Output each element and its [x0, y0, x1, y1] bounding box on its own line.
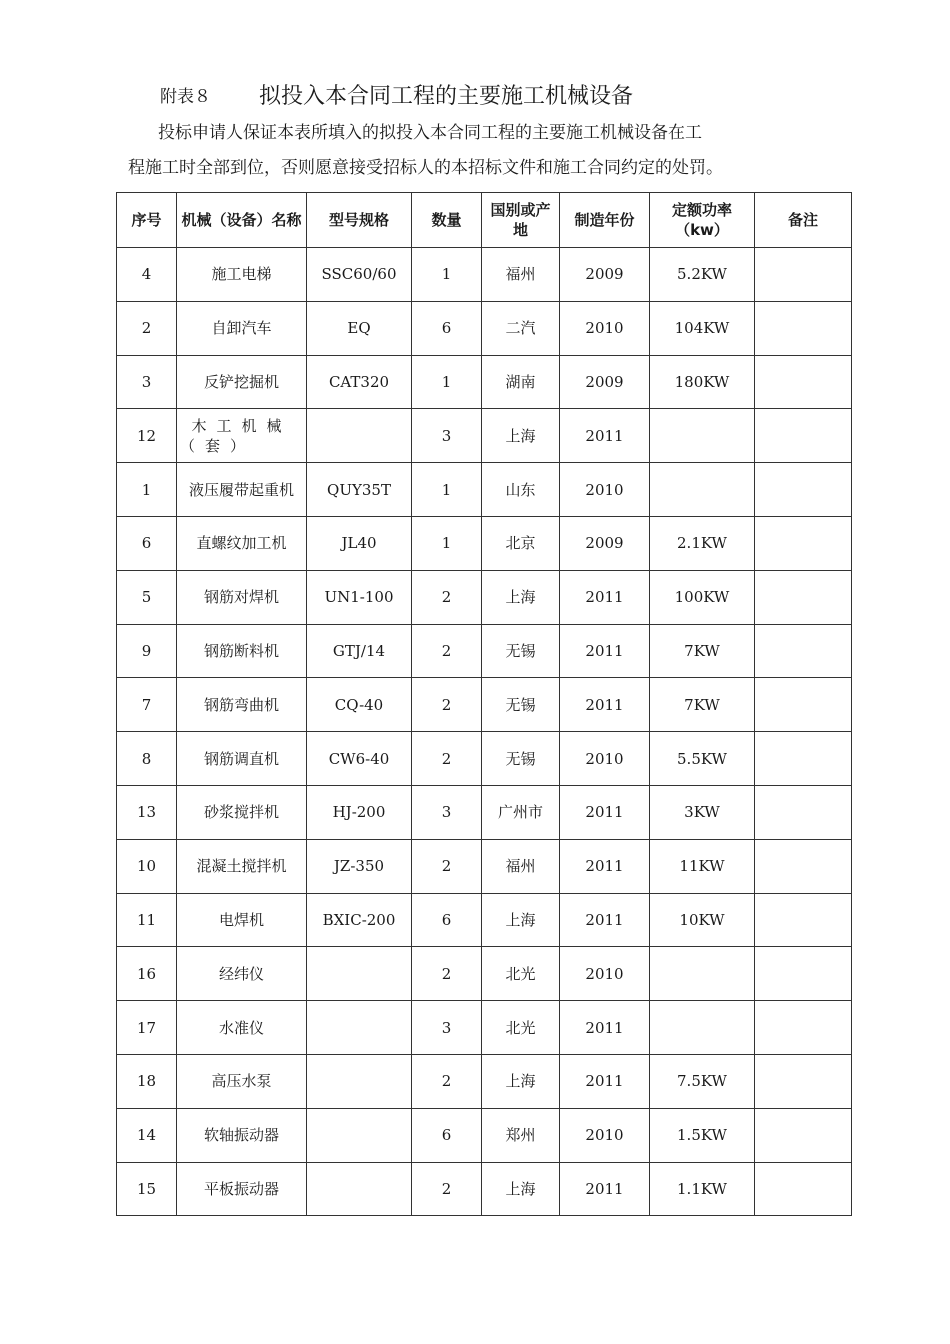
- table-row: [117, 463, 852, 517]
- cell-model: SSC60/60: [307, 248, 412, 302]
- cell-model: [307, 1108, 412, 1162]
- table-row: [117, 1001, 852, 1055]
- cell-year: 2010: [560, 463, 650, 517]
- table-row: [117, 785, 852, 839]
- cell-no: 3: [117, 355, 177, 409]
- cell-origin: 无锡: [482, 678, 560, 732]
- cell-year: 2011: [560, 1001, 650, 1055]
- cell-origin: 上海: [482, 1054, 560, 1108]
- cell-power: 10KW: [650, 893, 755, 947]
- cell-qty: 6: [412, 893, 482, 947]
- cell-no: 4: [117, 248, 177, 302]
- cell-power: 11KW: [650, 839, 755, 893]
- cell-model: GTJ/14: [307, 624, 412, 678]
- cell-qty: 3: [412, 1001, 482, 1055]
- cell-model: QUY35T: [307, 463, 412, 517]
- cell-year: 2010: [560, 732, 650, 786]
- cell-model: HJ-200: [307, 785, 412, 839]
- cell-power: 5.5KW: [650, 732, 755, 786]
- cell-power: [650, 463, 755, 517]
- cell-name: 木工机械（套）: [177, 409, 307, 463]
- cell-remark: [755, 732, 852, 786]
- cell-origin: 北光: [482, 947, 560, 1001]
- cell-qty: 2: [412, 1162, 482, 1216]
- cell-year: 2010: [560, 301, 650, 355]
- cell-remark: [755, 516, 852, 570]
- cell-qty: 2: [412, 570, 482, 624]
- cell-qty: 1: [412, 463, 482, 517]
- cell-no: 17: [117, 1001, 177, 1055]
- table-row: [117, 678, 852, 732]
- cell-origin: 上海: [482, 893, 560, 947]
- table-row: [117, 301, 852, 355]
- cell-power: 100KW: [650, 570, 755, 624]
- cell-name: 软轴振动器: [177, 1108, 307, 1162]
- table-row: [117, 248, 852, 302]
- cell-remark: [755, 1001, 852, 1055]
- cell-no: 11: [117, 893, 177, 947]
- cell-power: 3KW: [650, 785, 755, 839]
- cell-no: 6: [117, 516, 177, 570]
- cell-remark: [755, 624, 852, 678]
- cell-name: 电焊机: [177, 893, 307, 947]
- header-qty: 数量: [412, 193, 482, 248]
- cell-no: 8: [117, 732, 177, 786]
- cell-qty: 3: [412, 785, 482, 839]
- cell-qty: 2: [412, 624, 482, 678]
- cell-no: 7: [117, 678, 177, 732]
- cell-name: 钢筋调直机: [177, 732, 307, 786]
- cell-no: 2: [117, 301, 177, 355]
- cell-power: 7KW: [650, 678, 755, 732]
- cell-origin: 郑州: [482, 1108, 560, 1162]
- cell-remark: [755, 355, 852, 409]
- cell-name: 钢筋断料机: [177, 624, 307, 678]
- cell-year: 2011: [560, 785, 650, 839]
- cell-remark: [755, 409, 852, 463]
- cell-no: 16: [117, 947, 177, 1001]
- cell-power: 1.1KW: [650, 1162, 755, 1216]
- cell-no: 14: [117, 1108, 177, 1162]
- cell-name: 钢筋对焊机: [177, 570, 307, 624]
- intro-line-1: 投标申请人保证本表所填入的拟投入本合同工程的主要施工机械设备在工: [158, 123, 702, 143]
- table-header-row: [117, 193, 852, 248]
- cell-qty: 2: [412, 947, 482, 1001]
- cell-model: EQ: [307, 301, 412, 355]
- table-row: [117, 624, 852, 678]
- cell-remark: [755, 570, 852, 624]
- cell-remark: [755, 1108, 852, 1162]
- cell-model: [307, 1054, 412, 1108]
- equipment-table: [116, 192, 852, 1216]
- cell-origin: 上海: [482, 409, 560, 463]
- cell-no: 12: [117, 409, 177, 463]
- header-model: 型号规格: [307, 193, 412, 248]
- cell-remark: [755, 678, 852, 732]
- cell-year: 2011: [560, 678, 650, 732]
- cell-year: 2009: [560, 355, 650, 409]
- cell-year: 2011: [560, 1054, 650, 1108]
- intro-line-2: 程施工时全部到位，否则愿意接受招标人的本招标文件和施工合同约定的处罚。: [128, 158, 723, 178]
- cell-model: JL40: [307, 516, 412, 570]
- cell-model: CW6-40: [307, 732, 412, 786]
- table-row: [117, 1054, 852, 1108]
- cell-name: 液压履带起重机: [177, 463, 307, 517]
- cell-name: 平板振动器: [177, 1162, 307, 1216]
- cell-name: 施工电梯: [177, 248, 307, 302]
- cell-model: [307, 947, 412, 1001]
- table-row: [117, 839, 852, 893]
- cell-power: [650, 947, 755, 1001]
- table-row: [117, 732, 852, 786]
- cell-remark: [755, 301, 852, 355]
- cell-remark: [755, 893, 852, 947]
- cell-remark: [755, 463, 852, 517]
- cell-name: 钢筋弯曲机: [177, 678, 307, 732]
- cell-year: 2011: [560, 409, 650, 463]
- cell-year: 2009: [560, 248, 650, 302]
- cell-remark: [755, 1162, 852, 1216]
- cell-year: 2011: [560, 893, 650, 947]
- cell-power: [650, 409, 755, 463]
- cell-power: 1.5KW: [650, 1108, 755, 1162]
- cell-year: 2011: [560, 1162, 650, 1216]
- cell-no: 9: [117, 624, 177, 678]
- cell-origin: 北京: [482, 516, 560, 570]
- cell-no: 1: [117, 463, 177, 517]
- cell-origin: 无锡: [482, 732, 560, 786]
- cell-no: 10: [117, 839, 177, 893]
- header-origin: 国别或产地: [482, 193, 560, 248]
- cell-year: 2011: [560, 624, 650, 678]
- cell-remark: [755, 248, 852, 302]
- cell-power: 7KW: [650, 624, 755, 678]
- cell-origin: 福州: [482, 839, 560, 893]
- table-row: [117, 1108, 852, 1162]
- cell-remark: [755, 839, 852, 893]
- table-row: [117, 355, 852, 409]
- cell-qty: 3: [412, 409, 482, 463]
- cell-qty: 2: [412, 732, 482, 786]
- cell-name: 高压水泵: [177, 1054, 307, 1108]
- cell-power: 2.1KW: [650, 516, 755, 570]
- cell-power: 104KW: [650, 301, 755, 355]
- cell-name: 反铲挖掘机: [177, 355, 307, 409]
- cell-origin: 北光: [482, 1001, 560, 1055]
- cell-name: 砂浆搅拌机: [177, 785, 307, 839]
- cell-origin: 二汽: [482, 301, 560, 355]
- cell-model: CAT320: [307, 355, 412, 409]
- cell-name: 自卸汽车: [177, 301, 307, 355]
- cell-power: 180KW: [650, 355, 755, 409]
- cell-power: [650, 1001, 755, 1055]
- cell-no: 5: [117, 570, 177, 624]
- heading: [160, 78, 633, 110]
- table-row: [117, 947, 852, 1001]
- cell-name: 经纬仪: [177, 947, 307, 1001]
- cell-model: [307, 409, 412, 463]
- cell-origin: 福州: [482, 248, 560, 302]
- cell-qty: 1: [412, 248, 482, 302]
- cell-qty: 2: [412, 1054, 482, 1108]
- cell-model: UN1-100: [307, 570, 412, 624]
- table-row: [117, 1162, 852, 1216]
- table-row: [117, 570, 852, 624]
- cell-origin: 上海: [482, 570, 560, 624]
- table-row: [117, 409, 852, 463]
- cell-qty: 1: [412, 516, 482, 570]
- header-remark: 备注: [755, 193, 852, 248]
- cell-origin: 无锡: [482, 624, 560, 678]
- cell-year: 2010: [560, 1108, 650, 1162]
- cell-remark: [755, 947, 852, 1001]
- table-row: [117, 893, 852, 947]
- header-year: 制造年份: [560, 193, 650, 248]
- header-name: 机械（设备）名称: [177, 193, 307, 248]
- cell-origin: 湖南: [482, 355, 560, 409]
- cell-year: 2010: [560, 947, 650, 1001]
- cell-power: 7.5KW: [650, 1054, 755, 1108]
- cell-year: 2011: [560, 839, 650, 893]
- cell-remark: [755, 785, 852, 839]
- cell-year: 2011: [560, 570, 650, 624]
- cell-name: 水准仪: [177, 1001, 307, 1055]
- cell-qty: 6: [412, 301, 482, 355]
- table-row: [117, 516, 852, 570]
- cell-origin: 广州市: [482, 785, 560, 839]
- cell-year: 2009: [560, 516, 650, 570]
- cell-model: [307, 1162, 412, 1216]
- cell-qty: 2: [412, 678, 482, 732]
- cell-qty: 2: [412, 839, 482, 893]
- cell-name: 混凝土搅拌机: [177, 839, 307, 893]
- cell-remark: [755, 1054, 852, 1108]
- header-no: 序号: [117, 193, 177, 248]
- cell-no: 18: [117, 1054, 177, 1108]
- cell-model: JZ-350: [307, 839, 412, 893]
- cell-model: [307, 1001, 412, 1055]
- table-body: [117, 248, 852, 1216]
- cell-no: 15: [117, 1162, 177, 1216]
- cell-qty: 6: [412, 1108, 482, 1162]
- cell-power: 5.2KW: [650, 248, 755, 302]
- appendix-label: 附表８: [160, 86, 211, 107]
- cell-name: 直螺纹加工机: [177, 516, 307, 570]
- page-title: 拟投入本合同工程的主要施工机械设备: [259, 83, 634, 109]
- cell-model: CQ-40: [307, 678, 412, 732]
- cell-qty: 1: [412, 355, 482, 409]
- cell-origin: 上海: [482, 1162, 560, 1216]
- header-power: 定额功率（kw）: [650, 193, 755, 248]
- cell-model: BXIC-200: [307, 893, 412, 947]
- cell-origin: 山东: [482, 463, 560, 517]
- cell-no: 13: [117, 785, 177, 839]
